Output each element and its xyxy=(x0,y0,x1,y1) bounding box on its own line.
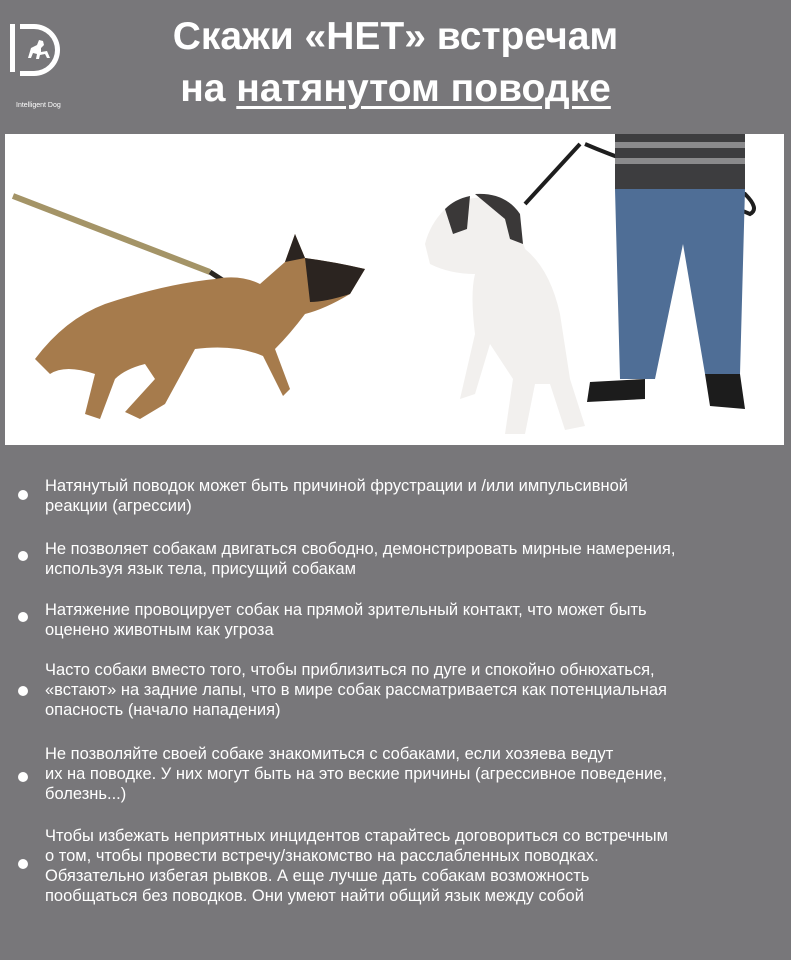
bullet-icon xyxy=(18,551,28,561)
bullet-icon xyxy=(18,612,28,622)
list-item-text: Чтобы избежать неприятных инцидентов старайтесь договориться со встречным о том, чтобы провести встречу/знакомство на расслабленных поводках. Обязательно избегая рывков. А еще лучше дать собакам возможность пообщаться без поводков. Они умеют найти общий язык между собой xyxy=(45,827,668,905)
bullet-icon xyxy=(18,859,28,869)
title-underlined: натянутом поводке xyxy=(236,67,611,110)
page-title-line2 xyxy=(60,66,731,112)
left-dog-shape xyxy=(35,234,365,419)
dogs-on-leash-photo xyxy=(5,134,784,445)
bullet-icon xyxy=(18,772,28,782)
photo xyxy=(5,134,784,445)
list-item-text: Натяжение провоцирует собак на прямой зрительный контакт, что может быть оценено животным как угроза xyxy=(45,601,647,639)
bullet-icon xyxy=(18,490,28,500)
list-item-text: Часто собаки вместо того, чтобы приблизиться по дуге и спокойно обнюхаться, «встают» на задние лапы, что в мире собак рассматривается как потенциальная опасность (начало нападения) xyxy=(45,661,667,719)
list-item-text: Натянутый поводок может быть причиной фрустрации и /или импульсивной реакции (агрессии) xyxy=(45,477,628,515)
bullet-icon xyxy=(18,686,28,696)
right-dog-shape xyxy=(425,194,585,434)
list-item-text: Не позволяет собакам двигаться свободно, демонстрировать мирные намерения, используя язык тела, присущий собакам xyxy=(45,540,676,578)
header xyxy=(0,0,791,132)
title-prefix: на xyxy=(180,67,237,110)
list-item-text: Не позволяйте своей собаке знакомиться с собаками, если хозяева ведут их на поводке. У них могут быть на это веские причины (агрессивное поведение, болезнь...) xyxy=(45,745,667,803)
logo-caption: Intelligent Dog xyxy=(16,102,61,109)
page-title-line1: Скажи «НЕТ» встречам xyxy=(172,15,619,58)
